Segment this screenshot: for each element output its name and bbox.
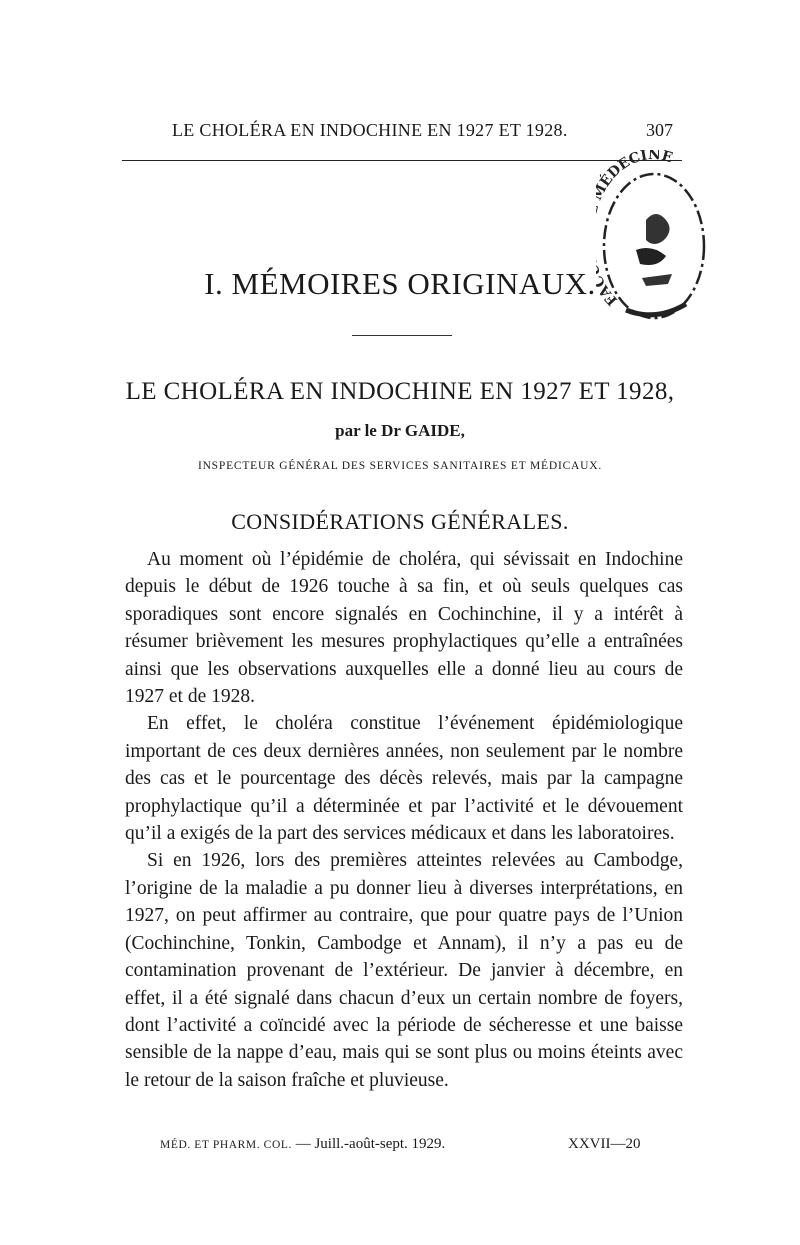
- page-number: 307: [646, 120, 673, 140]
- section-title: I. MÉMOIRES ORIGINAUX.: [204, 266, 596, 301]
- library-stamp: [596, 150, 708, 330]
- paragraph: Au moment où l’épidémie de choléra, qui sévissait en Indochine depuis le début de 1926 touche à sa fin, et où seuls quelques cas sporadiques sont encore signalés en Cochinchine, il y a intérêt à résumer brièvement les mesures prophylactiques qu’elle a entraînées ainsi que les observations auxquelles elle a donné lieu au cours de 1927 et de 1928.: [125, 549, 683, 708]
- page-footer: [160, 1136, 445, 1153]
- article-body: [125, 546, 683, 1094]
- stamp-lettering: FA ÉDECINE: [596, 150, 675, 309]
- author-affiliation: INSPECTEUR GÉNÉRAL DES SERVICES SANITAIRES ET MÉDICAUX.: [197, 460, 603, 472]
- paragraph: En effet, le choléra constitue l’événement épidémiologique important de ces deux dernières années, non seulement par le nombre des cas et le pourcentage des décès relevés, mais par la campagne prophylactique qu’il a déterminée et par l’activité et le dévouement qu’il a exigés de la part des services médicaux et dans les laboratoires.: [125, 713, 683, 845]
- footer-dash: —: [295, 1136, 311, 1152]
- author-byline: par le Dr GAIDE,: [335, 421, 465, 440]
- running-title: LE CHOLÉRA EN INDOCHINE EN 1927 ET 1928.: [172, 120, 568, 140]
- stamp-seal-icon: [596, 150, 708, 330]
- article-title: LE CHOLÉRA EN INDOCHINE EN 1927 ET 1928,: [125, 378, 675, 405]
- subsection-title: CONSIDÉRATIONS GÉNÉRALES.: [231, 509, 569, 534]
- section-divider: [352, 335, 452, 336]
- footer-date: Juill.-août-sept. 1929.: [314, 1136, 446, 1152]
- paragraph: Si en 1926, lors des premières atteintes relevées au Cambodge, l’origine de la maladie a pu donner lieu à diverses interprétations, en 1927, on peut affirmer au contraire, que pour quatre pays de l’Union (Cochinchine, Tonkin, Cambodge et Annam), il n’y a pas eu de contamination provenant de l’extérieur. De janvier à décembre, en effet, il a été signalé dans chacun d’eux un certain nombre de foyers, dont l’activité a coïncidé avec la période de sécheresse et une baisse sensible de la nappe d’eau, mais qui se sont plus ou moins éteints avec le retour de la saison fraîche et pluvieuse.: [125, 850, 683, 1091]
- footer-signature: XXVII—20: [568, 1136, 641, 1152]
- footer-journal: MÉD. ET PHARM. COL.: [160, 1139, 292, 1151]
